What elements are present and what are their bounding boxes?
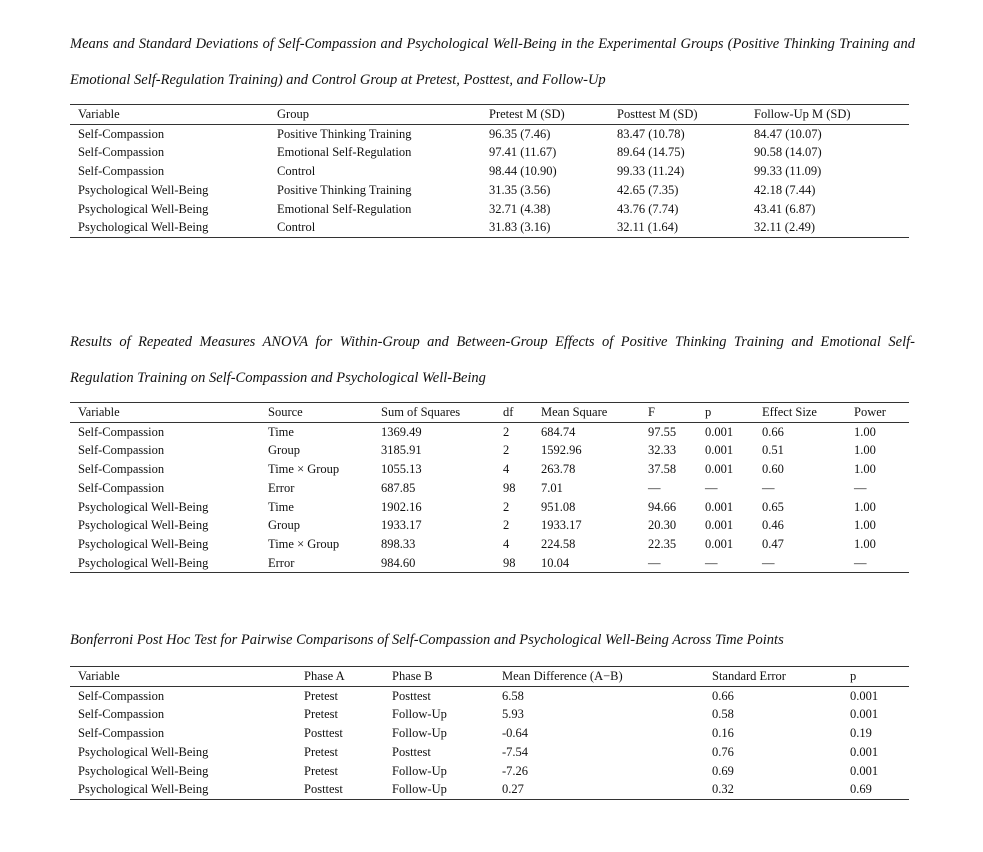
cell-f: — [648,555,661,570]
cell-sum-of-squares: 1369.49 [381,424,422,439]
table1-means-sd [70,104,909,238]
cell-variable: Psychological Well-Being [78,555,209,570]
cell-posttest: 42.65 (7.35) [617,182,679,197]
table-header-row [70,105,909,125]
cell-phase-a: Pretest [304,744,339,759]
table-row [70,162,909,181]
table3-title: Bonferroni Post Hoc Test for Pairwise Comparisons of Self-Compassion and Psychological Well-Being Across Time Points [70,632,784,648]
col-header-f: F [648,403,705,423]
col-header-standard-error: Standard Error [712,667,850,687]
cell-variable: Psychological Well-Being [78,201,209,216]
cell-p: 0.69 [850,782,872,797]
cell-group: Control [277,220,316,235]
cell-mean-square: 951.08 [541,499,576,514]
cell-followup: 32.11 (2.49) [754,220,815,235]
cell-source: Time × Group [268,462,340,477]
cell-source: Time [268,499,294,514]
cell-power: 1.00 [854,499,876,514]
cell-standard-error: 0.16 [712,726,734,741]
cell-variable: Psychological Well-Being [78,499,209,514]
cell-p: 0.001 [705,424,734,439]
cell-phase-a: Pretest [304,688,339,703]
cell-variable: Self-Compassion [78,480,165,495]
cell-p: 0.19 [850,726,872,741]
cell-variable: Psychological Well-Being [78,763,209,778]
col-header-power: Power [854,403,909,423]
cell-sum-of-squares: 984.60 [381,555,416,570]
table-header-row [70,403,909,423]
col-header-mean-difference: Mean Difference (A−B) [502,667,712,687]
table-row [70,498,909,517]
cell-variable: Psychological Well-Being [78,182,209,197]
cell-mean-square: 1933.17 [541,518,582,533]
cell-p: 0.001 [850,707,879,722]
cell-p: 0.001 [705,499,734,514]
table-row [70,686,909,705]
table-header-row [70,667,909,687]
table3-bonferroni [70,666,909,800]
cell-power: 1.00 [854,536,876,551]
cell-mean-difference: -7.54 [502,744,529,759]
cell-group: Positive Thinking Training [277,126,412,141]
cell-df: 4 [503,462,510,477]
cell-mean-square: 224.58 [541,536,576,551]
cell-posttest: 89.64 (14.75) [617,145,685,160]
cell-pretest: 98.44 (10.90) [489,164,557,179]
cell-source: Group [268,443,300,458]
cell-power: — [854,480,867,495]
cell-group: Emotional Self-Regulation [277,145,412,160]
cell-f: — [648,480,661,495]
cell-posttest: 43.76 (7.74) [617,201,679,216]
table-row [70,124,909,143]
cell-effect-size: — [762,480,775,495]
cell-variable: Self-Compassion [78,726,165,741]
col-header-df: df [503,403,541,423]
table-row [70,422,909,441]
table-row [70,780,909,799]
cell-standard-error: 0.58 [712,707,734,722]
cell-sum-of-squares: 898.33 [381,536,416,551]
cell-phase-b: Follow-Up [392,726,447,741]
cell-p: 0.001 [705,536,734,551]
table-row [70,743,909,762]
col-header-mean-square: Mean Square [541,403,648,423]
col-header-variable: Variable [70,403,268,423]
cell-pretest: 31.35 (3.56) [489,182,551,197]
cell-df: 2 [503,424,510,439]
cell-source: Error [268,555,295,570]
cell-followup: 42.18 (7.44) [754,182,816,197]
cell-power: 1.00 [854,462,876,477]
cell-posttest: 83.47 (10.78) [617,126,685,141]
cell-power: 1.00 [854,443,876,458]
cell-power: — [854,555,867,570]
table-row [70,516,909,535]
col-header-posttest: Posttest M (SD) [617,105,754,125]
cell-group: Positive Thinking Training [277,182,412,197]
cell-f: 22.35 [648,536,677,551]
cell-df: 2 [503,499,510,514]
cell-standard-error: 0.66 [712,688,734,703]
table-row [70,762,909,781]
cell-source: Group [268,518,300,533]
cell-effect-size: 0.46 [762,518,784,533]
cell-followup: 90.58 (14.07) [754,145,822,160]
cell-followup: 43.41 (6.87) [754,201,816,216]
col-header-effect-size: Effect Size [762,403,854,423]
cell-source: Time [268,424,294,439]
table-row [70,724,909,743]
cell-mean-difference: -7.26 [502,763,529,778]
table-row [70,441,909,460]
cell-phase-b: Follow-Up [392,763,447,778]
cell-pretest: 97.41 (11.67) [489,145,557,160]
cell-sum-of-squares: 1055.13 [381,462,422,477]
col-header-p: p [705,403,762,423]
col-header-phase-b: Phase B [392,667,502,687]
cell-variable: Self-Compassion [78,688,165,703]
cell-phase-b: Follow-Up [392,782,447,797]
cell-variable: Self-Compassion [78,707,165,722]
cell-posttest: 32.11 (1.64) [617,220,678,235]
cell-phase-a: Posttest [304,782,343,797]
col-header-group: Group [277,105,489,125]
cell-variable: Psychological Well-Being [78,518,209,533]
col-header-followup: Follow-Up M (SD) [754,105,909,125]
cell-df: 98 [503,555,516,570]
cell-variable: Psychological Well-Being [78,744,209,759]
cell-sum-of-squares: 3185.91 [381,443,422,458]
cell-p: 0.001 [850,744,879,759]
cell-variable: Psychological Well-Being [78,220,209,235]
cell-mean-square: 10.04 [541,555,570,570]
cell-variable: Self-Compassion [78,145,165,160]
cell-phase-b: Posttest [392,744,431,759]
table2-title: Results of Repeated Measures ANOVA for Within-Group and Between-Group Effects of Positive Thinking Training and Emotional Self-Regulation Training on Self-Compassion and Psychological Well-Being [70,334,915,386]
cell-p: 0.001 [850,688,879,703]
table-row [70,535,909,554]
table-row [70,705,909,724]
cell-phase-a: Pretest [304,707,339,722]
cell-group: Control [277,164,316,179]
cell-effect-size: 0.65 [762,499,784,514]
cell-mean-square: 7.01 [541,480,563,495]
cell-variable: Self-Compassion [78,164,165,179]
cell-variable: Self-Compassion [78,443,165,458]
col-header-phase-a: Phase A [304,667,392,687]
cell-effect-size: 0.47 [762,536,784,551]
cell-followup: 84.47 (10.07) [754,126,822,141]
cell-mean-square: 263.78 [541,462,576,477]
cell-f: 37.58 [648,462,677,477]
cell-sum-of-squares: 1902.16 [381,499,422,514]
cell-effect-size: — [762,555,775,570]
table-row [70,479,909,498]
cell-pretest: 96.35 (7.46) [489,126,551,141]
cell-mean-square: 684.74 [541,424,576,439]
cell-pretest: 31.83 (3.16) [489,220,551,235]
table-row [70,181,909,200]
table2-anova [70,402,909,573]
cell-variable: Psychological Well-Being [78,536,209,551]
cell-effect-size: 0.66 [762,424,784,439]
col-header-source: Source [268,403,381,423]
table-row [70,460,909,479]
cell-mean-difference: 6.58 [502,688,524,703]
cell-p: 0.001 [705,518,734,533]
cell-mean-difference: 0.27 [502,782,524,797]
cell-sum-of-squares: 687.85 [381,480,416,495]
cell-phase-a: Pretest [304,763,339,778]
cell-power: 1.00 [854,424,876,439]
cell-followup: 99.33 (11.09) [754,164,822,179]
cell-mean-difference: -0.64 [502,726,529,741]
cell-df: 98 [503,480,516,495]
cell-standard-error: 0.69 [712,763,734,778]
cell-p: — [705,555,718,570]
cell-df: 2 [503,443,510,458]
cell-group: Emotional Self-Regulation [277,201,412,216]
col-header-sum-of-squares: Sum of Squares [381,403,503,423]
table1-title: Means and Standard Deviations of Self-Compassion and Psychological Well-Being in the Experimental Groups (Positive Thinking Training and Emotional Self-Regulation Training) and Control Group at Pretest, Posttest, and Follow-Up [70,36,915,88]
col-header-variable: Variable [70,667,304,687]
cell-source: Time × Group [268,536,340,551]
cell-df: 4 [503,536,510,551]
cell-effect-size: 0.60 [762,462,784,477]
cell-standard-error: 0.32 [712,782,734,797]
cell-variable: Self-Compassion [78,424,165,439]
table-row [70,143,909,162]
cell-phase-a: Posttest [304,726,343,741]
col-header-pretest: Pretest M (SD) [489,105,617,125]
cell-standard-error: 0.76 [712,744,734,759]
cell-p: 0.001 [705,443,734,458]
cell-power: 1.00 [854,518,876,533]
table-row [70,218,909,237]
cell-effect-size: 0.51 [762,443,784,458]
cell-mean-difference: 5.93 [502,707,524,722]
cell-f: 20.30 [648,518,677,533]
cell-pretest: 32.71 (4.38) [489,201,551,216]
cell-p: 0.001 [705,462,734,477]
cell-phase-b: Posttest [392,688,431,703]
cell-df: 2 [503,518,510,533]
cell-f: 97.55 [648,424,677,439]
cell-variable: Psychological Well-Being [78,782,209,797]
cell-phase-b: Follow-Up [392,707,447,722]
cell-p: 0.001 [850,763,879,778]
col-header-variable: Variable [70,105,277,125]
cell-p: — [705,480,718,495]
cell-source: Error [268,480,295,495]
cell-variable: Self-Compassion [78,462,165,477]
cell-posttest: 99.33 (11.24) [617,164,685,179]
cell-sum-of-squares: 1933.17 [381,518,422,533]
cell-variable: Self-Compassion [78,126,165,141]
cell-mean-square: 1592.96 [541,443,582,458]
col-header-p: p [850,667,909,687]
cell-f: 32.33 [648,443,677,458]
table-row [70,200,909,219]
table-row [70,554,909,573]
cell-f: 94.66 [648,499,677,514]
